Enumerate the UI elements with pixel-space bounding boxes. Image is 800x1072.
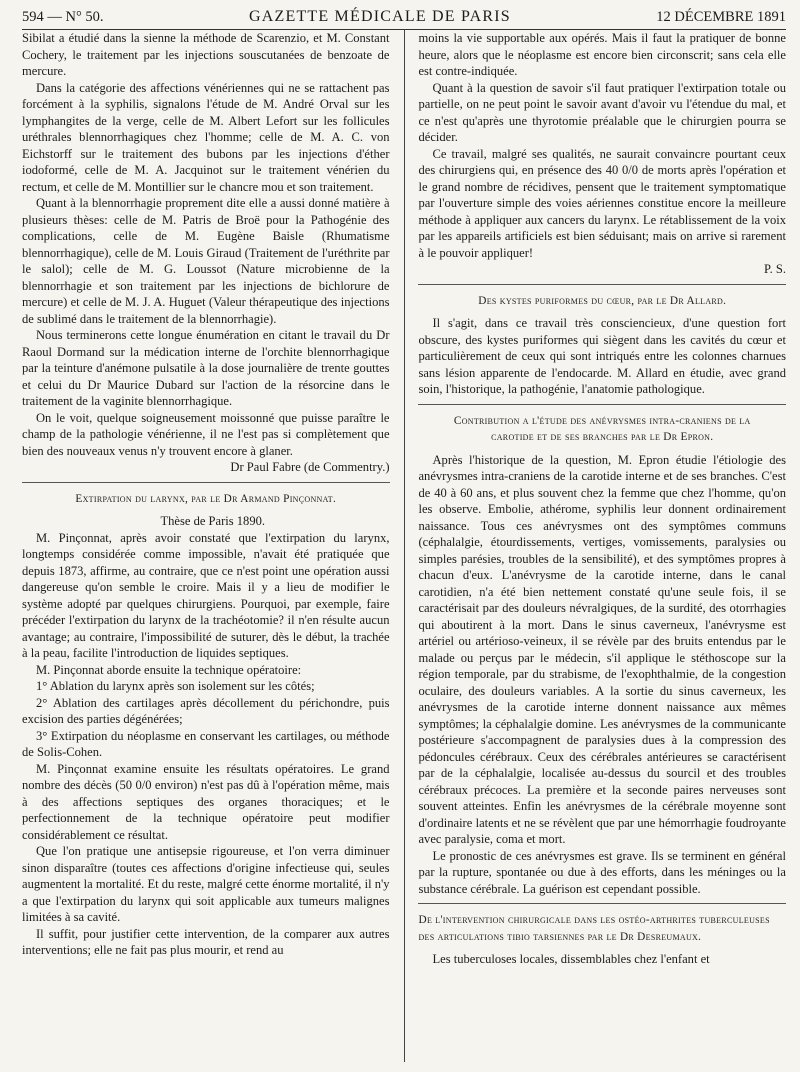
paragraph: M. Pinçonnat examine ensuite les résultats opératoires. Le grand nombre des décès (50 0/0 environ) n'est pas dû à l'opération même, mais à des affections septiques des organes thoraciques; et le perfectionnement de la technique opératoire peut modifier considérablement ce résultat. (22, 761, 390, 842)
divider (22, 482, 390, 483)
paragraph: Ce travail, malgré ses qualités, ne saurait convaincre pourtant ceux des chirurgiens qui, en présence des 40 0/0 de morts après l'opération et le grand nombre de récidives, pensent que le traitement symptomatique par l'ouverture simple des voies aériennes constitue encore la meilleure méthode à appliquer aux cancers du larynx. Le rétablissement de la voix par les appareils artificiels est bien séduisant; mais on arrive si rarement à le pouvoir appliquer! (418, 146, 786, 260)
column-rule (404, 30, 405, 1062)
section-title: Des kystes puriformes du cœur, par le Dr Allard. (478, 294, 727, 307)
paragraph: Les tuberculoses locales, dissemblables chez l'enfant et (432, 952, 710, 966)
section-title-line: Contribution a l'étude des anévrysmes intra-craniens de la (453, 414, 751, 427)
paragraph: Il suffit, pour justifier cette intervention, de la comparer aux autres interventions; elle ne fait pas plus mourir, et rend au (22, 926, 390, 957)
paragraph: Dans la catégorie des affections vénériennes qui ne se rattachent pas forcément à la syphilis, signalons l'étude de M. André Orval sur les lymphangites de la verge, celle de M. Albert Lefort sur les follicules uréthrales blennorrhagiques chez l'homme; celle de M. A. C. von Eichstorff sur le traitement des bubons par les injections d'éther iodoformé, celle de M. A. Jacquinot sur le traitement vénérien du rectum, et celle de M. Montillier sur le chancre mou et son traitement. (22, 80, 390, 194)
thesis-line: Thèse de Paris 1890. (160, 514, 266, 528)
paragraph: Quant à la question de savoir s'il faut pratiquer l'extirpation totale ou partielle, on ne peut point le savoir avant d'avoir vu l'étendue du mal, et ce n'est qu'après une thyrotomie préalable que le chirurgien pourra se décider. (418, 80, 786, 144)
right-column (418, 30, 786, 1062)
section-title-line: carotide et de ses branches par le Dr Epron. (491, 431, 714, 443)
paragraph: Après l'historique de la question, M. Epron étudie l'étiologie des anévrysmes intra-craniens de la carotide interne et de ses branches. C'est de 40 à 60 ans, et plus souvent chez la femme que chez l'homme, qu'on les observe. Embolie, athérome, syphilis leur donnent ordinairement naissance. Tous ces anévrysmes ont des symptômes communs (céphalalgie, étourdissements, vertiges, vomissements, paralysies ou simples parésies, troubles de la sensibilité), et des symptômes propres à chacun d'eux. L'anévrysme de la carotide interne, dans le canal carotidien, n'a été bien nettement constaté qu'une seule fois, il se caractérisait par des douleurs névralgiques, de la surdité, des otorrhagies qui aboutirent à la mort. Dans le sinus caverneux, l'anévrysme est artériel ou artérioso-veineux, il se révèle par des bruits entendus par le malade ou perçus par le médecin, s'il applique le stéthoscope sur la région temporale, par du strabisme, de l'exophthalmie, de la congestion oculaire, des douleurs variables. A la sortie du sinus caverneux, les anévrysmes de la carotide interne donnent naissance aux mêmes symptômes; la céphalalgie domine. Les anévrysmes de la communicante postérieure s'accompagnent de paralysies dues à la compression des pédoncules cérébraux. Ceux des cérébrales antérieures se caractérisent par de la céphalalgie, localisée au-dessus du sourcil et des troubles cérébraux précoces. La première et la seconde paires nerveuses sont souvent atteintes. Enfin les anévrysmes de la cérébrale moyenne sont d'ordinaire latents et ne se révèlent que par une hémorrhagie foudroyante avec paralysie, coma et mort. (418, 452, 786, 846)
section-title: De l'intervention chirurgicale dans les ostéo-arthrites tuberculeuses des articulations tibio tarsiennes par le Dr Desreumaux. (418, 914, 770, 943)
paragraph: Le pronostic de ces anévrysmes est grave. Ils se terminent en général par la rupture, spontanée ou due à des efforts, dans les méninges ou la substance cérébrale. La guérison est cependant possible. (418, 848, 786, 896)
list-item: 2° Ablation des cartilages après décollement du périchondre, puis excision des parties dégénérées; (22, 695, 390, 726)
paragraph: Que l'on pratique une antisepsie rigoureuse, et l'on verra diminuer sinon disparaître (toutes ces affections d'origine infectieuse qui, seules augmentent la mortalité. Et du reste, malgré cette énorme mortalité, il n'y a que l'extirpation du larynx qui soit applicable aux tumeurs malignes limitées à sa cavité. (22, 844, 390, 924)
author-signature: P. S. (764, 262, 786, 276)
two-column-body (22, 30, 786, 1062)
paragraph: Il s'agit, dans ce travail très consciencieux, d'une question fort obscure, des kystes puriformes qui siègent dans les cavités du cœur et particulièrement de ceux qui sont intriqués entre les colonnes charnues sans lésion apparente de l'endocarde. M. Allard en étudie, avec grand soin, l'historique, la pathogénie, l'anatomie pathologique. (418, 316, 786, 396)
running-header (22, 0, 786, 30)
left-column (22, 30, 390, 1062)
section-title (418, 413, 786, 446)
section-title: Extirpation du larynx, par le Dr Armand Pinçonnat. (75, 492, 337, 505)
paragraph: Nous terminerons cette longue énumération en citant le travail du Dr Raoul Dormand sur la médication interne de l'orchite blennorrhagique par la teinture d'anémone pulsatile à la dose journalière de trente gouttes et celui du Dr Maurice Dubard sur l'action de la résorcine dans le traitement de la vaginite blennorrhagique. (22, 328, 390, 408)
divider (418, 903, 786, 904)
divider (418, 404, 786, 405)
paragraph: M. Pinçonnat, après avoir constaté que l'extirpation du larynx, longtemps considérée comme impossible, n'avait été pratiquée que depuis 1873, affirme, au contraire, que ce n'est point une opération aussi dangereuse qu'on semble le croire. Mais il y a lieu de modifier le système adopté par quelques chirurgiens. Pourquoi, par exemple, faire précéder l'extirpation du larynx de la trachéotomie? il n'en résulte aucun avantage; au contraire, l'impossibilité de suturer, dès le début, la trachée à la peau, facilite l'introduction de liquides septiques. (22, 530, 390, 660)
page-number: 594 — N° 50. (22, 9, 104, 25)
paragraph: Sibilat a étudié dans la sienne la méthode de Scarenzio, et M. Constant Cochery, le traitement par les injections souscutanées de benzoate de mercure. (22, 31, 390, 78)
list-item: 3° Extirpation du néoplasme en conservant les cartilages, ou méthode de Solis-Cohen. (22, 728, 390, 759)
paragraph: On le voit, quelque soigneusement moissonné que puisse paraître le champ de la pathologie vénérienne, il ne l'est pas si complètement que bien des nouveaux venus n'y trouvent encore à glaner. (22, 410, 390, 458)
journal-title: GAZETTE MÉDICALE DE PARIS (248, 8, 511, 25)
divider (418, 284, 786, 285)
author-signature: Dr Paul Fabre (de Commentry.) (230, 460, 390, 474)
paragraph: M. Pinçonnat aborde ensuite la technique opératoire: (36, 662, 302, 677)
list-item: 1° Ablation du larynx après son isolement sur les côtés; (36, 679, 315, 693)
paragraph: Quant à la blennorrhagie proprement dite elle a aussi donné matière à plusieurs thèses: celle de M. Patris de Broë pour la Pathogénie des complications, celle de M. Eugène Baisle (Rhumatisme blennorrhagique), celle de M. Louis Giraud (Traitement de l'uréthrite par le salol); celle de M. G. Loussot (Nature microbienne de la blennorrhagie et son traitement par les injections de bichlorure de mercure) et celle de M. J. A. Huguet (Valeur thérapeutique des injections de sublimé dans le traitement de la blennorrhagie). (22, 196, 390, 326)
issue-date: 12 DÉCEMBRE 1891 (656, 9, 786, 25)
paragraph: moins la vie supportable aux opérés. Mais il faut la pratiquer de bonne heure, alors que le néoplasme est encore bien circonscrit; sans cela elle est contre-indiquée. (418, 31, 786, 78)
